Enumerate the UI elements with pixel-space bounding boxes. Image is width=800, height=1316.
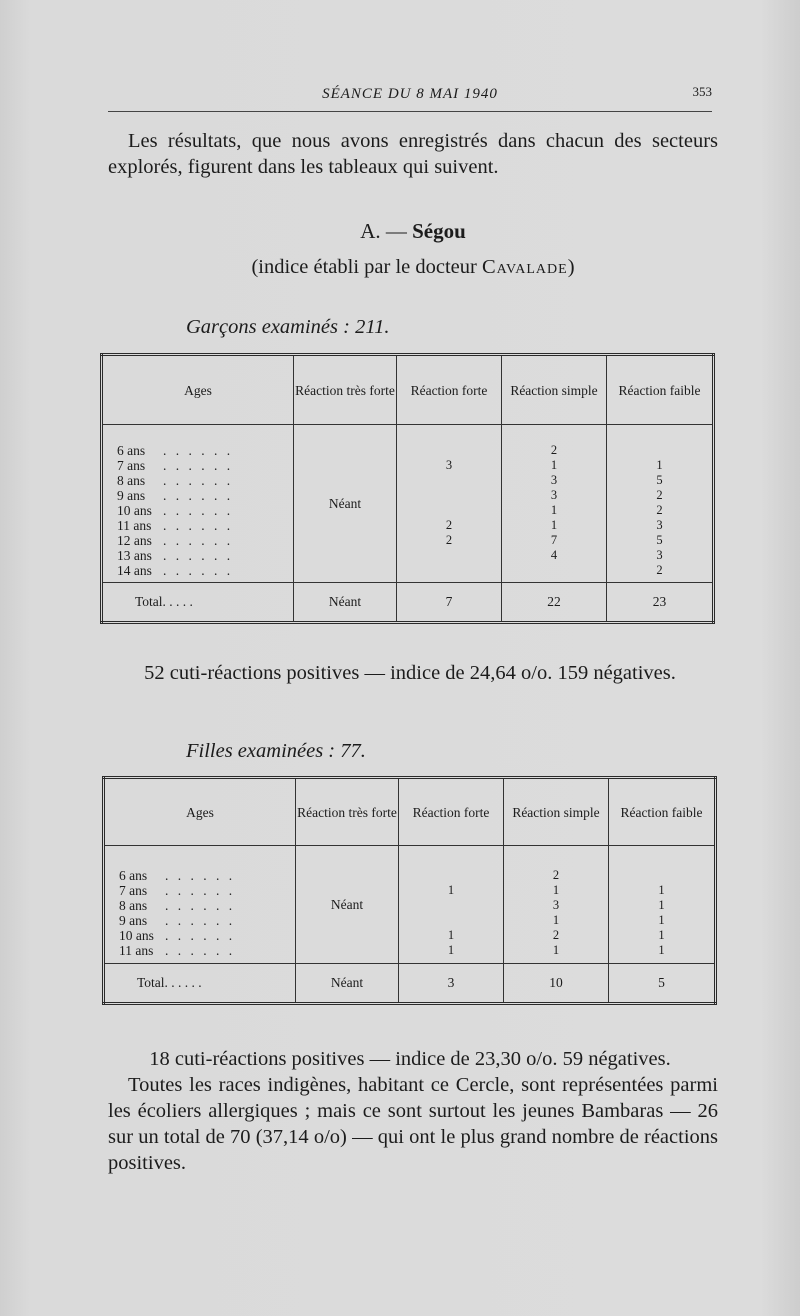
header-rule xyxy=(108,111,712,112)
age-label: 6 ans xyxy=(119,868,148,883)
forte-cell xyxy=(399,898,503,913)
simple-cell xyxy=(502,563,606,578)
simple-column xyxy=(502,425,607,583)
summary-girls: 18 cuti-réactions positives — indice de 23,30 o/o. 59 négatives. xyxy=(149,1048,671,1070)
forte-column xyxy=(399,846,504,964)
doctor-name: Cavalade xyxy=(481,256,568,278)
faible-cell xyxy=(609,868,714,883)
age-label: 8 ans xyxy=(119,898,148,913)
section-name: Ségou xyxy=(412,219,466,243)
header-tres-forte xyxy=(294,355,397,425)
age-label: 9 ans xyxy=(117,488,146,503)
leader-dots: . . . . . . xyxy=(165,868,236,883)
tres-forte-column xyxy=(296,846,399,964)
total-tres-forte: Néant xyxy=(296,964,399,1004)
age-row xyxy=(119,883,295,898)
leader-dots: . . . . . . xyxy=(163,488,234,503)
age-row xyxy=(117,503,293,518)
faible-cell: 1 xyxy=(658,928,665,942)
leader-dots: . . . . . . xyxy=(165,898,236,913)
header-simple: Réaction simple xyxy=(502,355,607,425)
faible-cell: 3 xyxy=(656,548,663,562)
boys-table xyxy=(100,353,715,624)
header-faible: Réaction faible xyxy=(609,778,716,846)
leader-dots: . . . . . . xyxy=(165,883,236,898)
leader-dots: . . . . . . xyxy=(163,458,234,473)
simple-cell: 2 xyxy=(552,868,560,882)
age-label: 7 ans xyxy=(117,458,146,473)
simple-cell: 2 xyxy=(550,443,558,457)
faible-cell: 2 xyxy=(656,503,663,517)
faible-cell: 5 xyxy=(656,473,663,487)
simple-cell: 2 xyxy=(552,928,560,942)
forte-cell xyxy=(397,488,501,503)
section-subtitle xyxy=(108,254,718,280)
table1-caption: Garçons examinés : 211. xyxy=(186,316,390,338)
age-row xyxy=(117,473,293,488)
summary-boys: 52 cuti-réactions positives — indice de 24,64 o/o. 159 négatives. xyxy=(144,662,676,684)
simple-cell: 1 xyxy=(550,518,558,532)
age-row xyxy=(119,928,295,943)
tres-forte-column xyxy=(294,425,397,583)
faible-cell: 1 xyxy=(658,943,665,957)
age-row xyxy=(119,913,295,928)
age-label: 12 ans xyxy=(117,533,152,548)
intro-paragraph: Les résultats, que nous avons enregistrés dans chacun des secteurs explorés, figurent dans les tableaux qui suivent. xyxy=(108,130,718,178)
simple-cell: 1 xyxy=(550,503,558,517)
header-forte: Réaction forte xyxy=(397,355,502,425)
faible-column xyxy=(607,425,714,583)
leader-dots: . . . . . . xyxy=(163,503,234,518)
section-heading xyxy=(108,218,718,244)
forte-cell xyxy=(397,443,501,458)
faible-cell: 2 xyxy=(656,488,663,502)
header-simple: Réaction simple xyxy=(504,778,609,846)
forte-cell xyxy=(397,473,501,488)
age-row xyxy=(119,943,295,958)
forte-column xyxy=(397,425,502,583)
age-label: 11 ans xyxy=(119,943,154,958)
forte-cell: 2 xyxy=(445,533,453,547)
age-label: 9 ans xyxy=(119,913,148,928)
forte-cell xyxy=(397,548,501,563)
age-row xyxy=(117,443,293,458)
total-faible: 23 xyxy=(607,583,714,623)
faible-cell xyxy=(607,443,712,458)
leader-dots: . . . . . . xyxy=(163,473,234,488)
forte-cell xyxy=(399,913,503,928)
leader-dots: . . . . . . xyxy=(163,563,234,578)
faible-column xyxy=(609,846,716,964)
leader-dots: . . . . . . xyxy=(165,928,236,943)
leader-dots: . . . . . . xyxy=(163,518,234,533)
faible-cell: 1 xyxy=(658,898,665,912)
age-label: 10 ans xyxy=(117,503,152,518)
simple-cell: 1 xyxy=(552,913,560,927)
subtitle-prefix: (indice établi par le docteur xyxy=(251,256,482,278)
simple-cell: 4 xyxy=(550,548,558,562)
table2-caption: Filles examinées : 77. xyxy=(186,740,366,762)
total-forte: 7 xyxy=(397,583,502,623)
neant-value: Néant xyxy=(330,896,364,912)
simple-cell: 7 xyxy=(550,533,558,547)
page-number: 353 xyxy=(692,84,712,99)
age-label: 6 ans xyxy=(117,443,146,458)
age-row xyxy=(117,488,293,503)
section-label: A. — xyxy=(360,219,413,243)
header-ages: Ages xyxy=(104,778,296,846)
age-label: 14 ans xyxy=(117,563,152,578)
forte-cell: 1 xyxy=(447,928,455,942)
forte-cell xyxy=(399,868,503,883)
simple-cell: 1 xyxy=(552,943,560,957)
table1-body-row xyxy=(102,425,714,583)
age-label: 13 ans xyxy=(117,548,152,563)
header-ages: Ages xyxy=(102,355,294,425)
forte-cell: 1 xyxy=(447,943,455,957)
total-tres-forte: Néant xyxy=(294,583,397,623)
simple-cell: 1 xyxy=(550,458,558,472)
faible-cell: 1 xyxy=(656,458,663,472)
total-simple: 22 xyxy=(502,583,607,623)
ages-column xyxy=(104,846,296,964)
forte-cell xyxy=(397,503,501,518)
header-faible: Réaction faible xyxy=(607,355,714,425)
leader-dots: . . . . . . xyxy=(163,533,234,548)
total-faible: 5 xyxy=(609,964,716,1004)
header-text: Réaction très forte xyxy=(295,382,395,398)
table2-header-row xyxy=(104,778,716,846)
forte-cell: 2 xyxy=(445,518,453,532)
age-label: 10 ans xyxy=(119,928,154,943)
simple-cell: 3 xyxy=(552,898,560,912)
forte-cell: 1 xyxy=(447,883,455,897)
forte-cell xyxy=(397,563,501,578)
subtitle-suffix: ) xyxy=(567,256,575,278)
age-row xyxy=(117,533,293,548)
age-row xyxy=(119,868,295,883)
total-label: Total. . . . . . xyxy=(104,964,296,1004)
faible-cell: 1 xyxy=(658,883,665,897)
leader-dots: . . . . . . xyxy=(165,943,236,958)
total-simple: 10 xyxy=(504,964,609,1004)
closing-paragraph: Toutes les races indigènes, habitant ce Cercle, sont représentées parmi les écoliers allergiques ; mais ce sont surtout les jeunes Bambaras — 26 sur un total de 70 (37,14 o/o) — qui ont le plus grand nombre de réactions positives. xyxy=(108,1074,718,1174)
table1-total-row xyxy=(102,583,714,623)
simple-cell: 3 xyxy=(550,488,558,502)
age-label: 7 ans xyxy=(119,883,148,898)
leader-dots: . . . . . . xyxy=(163,443,234,458)
leader-dots: . . . . . . xyxy=(165,913,236,928)
simple-column xyxy=(504,846,609,964)
running-title: SÉANCE DU 8 MAI 1940 xyxy=(322,86,498,102)
neant-value: Néant xyxy=(328,495,362,511)
faible-cell: 3 xyxy=(656,518,663,532)
table2-total-row xyxy=(104,964,716,1004)
age-row xyxy=(119,898,295,913)
simple-cell: 1 xyxy=(552,883,560,897)
simple-cell: 3 xyxy=(550,473,558,487)
leader-dots: . . . . . . xyxy=(163,548,234,563)
age-row xyxy=(117,458,293,473)
table2-body-row xyxy=(104,846,716,964)
age-label: 11 ans xyxy=(117,518,152,533)
header-forte: Réaction forte xyxy=(399,778,504,846)
faible-cell: 5 xyxy=(656,533,663,547)
age-row xyxy=(117,548,293,563)
ages-column xyxy=(102,425,294,583)
total-forte: 3 xyxy=(399,964,504,1004)
faible-cell: 2 xyxy=(656,563,663,577)
age-label: 8 ans xyxy=(117,473,146,488)
forte-cell: 3 xyxy=(445,458,453,472)
girls-table xyxy=(102,776,717,1005)
age-row xyxy=(117,518,293,533)
header-tres-forte: Réaction très forte xyxy=(296,778,399,846)
total-label: Total. . . . . xyxy=(102,583,294,623)
table1-header-row xyxy=(102,355,714,425)
running-header xyxy=(108,86,712,108)
age-row xyxy=(117,563,293,578)
faible-cell: 1 xyxy=(658,913,665,927)
